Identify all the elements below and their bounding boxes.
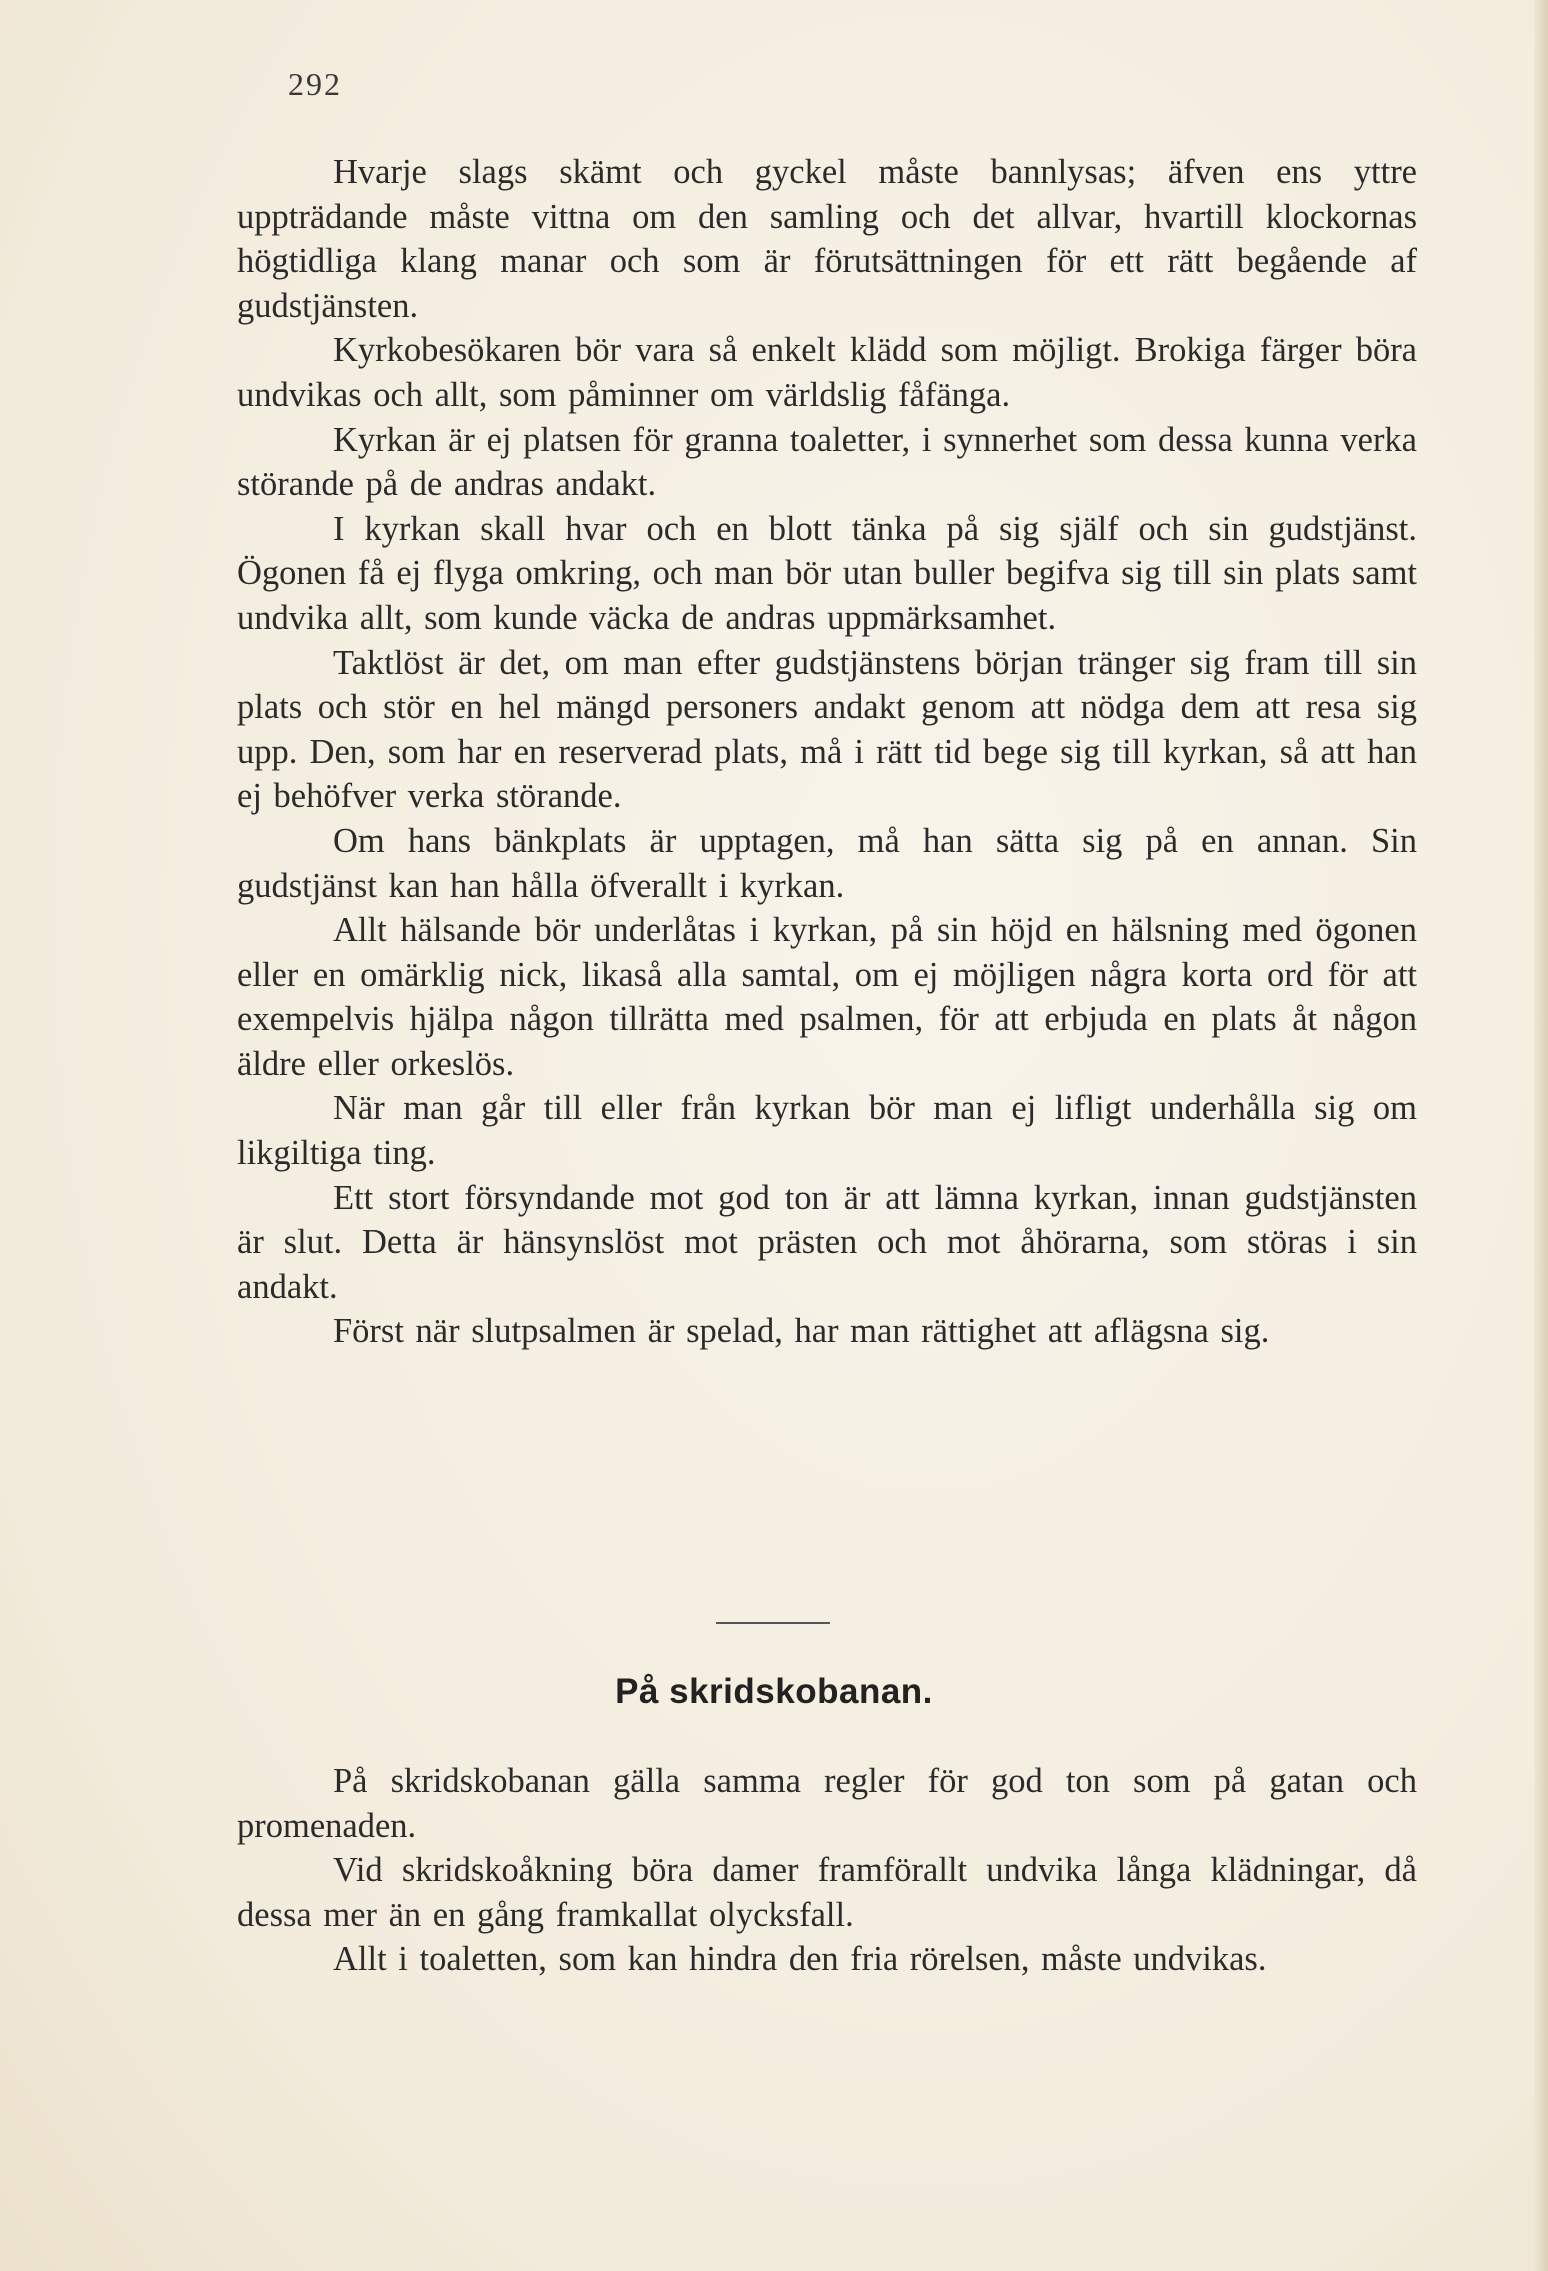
paragraph: När man går till eller från kyrkan bör man ej lifligt underhålla sig om likgiltiga ting. bbox=[237, 1089, 1417, 1173]
paragraph: Ett stort försyndande mot god ton är att lämna kyrkan, innan gudstjänsten är slut. Detta är hänsynslöst mot prästen och mot åhörarna, som störas i sin andakt. bbox=[237, 1178, 1417, 1306]
section-heading: På skridskobanan. bbox=[615, 1672, 933, 1711]
paragraph: Allt hälsande bör underlåtas i kyrkan, på sin höjd en hälsning med ögonen eller en omärklig nick, likaså alla samtal, om ej möjligen några korta ord för att exempelvis hjälpa någon tillrätta med psalmen, för att erbjuda en plats åt någon äldre eller orkeslös. bbox=[237, 911, 1417, 1083]
paragraph: På skridskobanan gälla samma regler för god ton som på gatan och promenaden. bbox=[237, 1762, 1417, 1845]
paragraph: Kyrkobesökaren bör vara så enkelt klädd som möjligt. Brokiga färger böra undvikas och allt, som påminner om världslig fåfänga. bbox=[237, 331, 1417, 414]
paragraph: Kyrkan är ej platsen för granna toaletter, i synnerhet som dessa kunna verka störande på de andras andakt. bbox=[237, 420, 1417, 504]
section-text bbox=[237, 1759, 1417, 1982]
section-separator bbox=[716, 1622, 830, 1624]
paragraph: Taktlöst är det, om man efter gudstjänstens början tränger sig fram till sin plats och stör en hel mängd personers andakt genom att nödga dem att resa sig upp. Den, som har en reserverad plats, må i rätt tid bege sig till kyrkan, så att han ej behöfver verka störande. bbox=[237, 643, 1417, 816]
paragraph: Allt i toaletten, som kan hindra den fria rörelsen, måste undvikas. bbox=[333, 1940, 1267, 1979]
body-text bbox=[237, 150, 1417, 1354]
paragraph: Först när slutpsalmen är spelad, har man rättighet att aflägsna sig. bbox=[333, 1312, 1270, 1351]
page-number: 292 bbox=[288, 66, 342, 102]
paragraph: Hvarje slags skämt och gyckel måste bannlysas; äfven ens yttre uppträdande måste vittna om den samling och det allvar, hvartill klockornas högtidliga klang manar och som är förutsättningen för ett rätt begående af gudstjänsten. bbox=[237, 153, 1417, 325]
page-edge bbox=[1534, 0, 1548, 2271]
paragraph: Vid skridskoåkning böra damer framförallt undvika långa klädningar, då dessa mer än en gång framkallat olycksfall. bbox=[237, 1851, 1417, 1934]
paragraph: I kyrkan skall hvar och en blott tänka på sig själf och sin gudstjänst. Ögonen få ej flyga omkring, och man bör utan buller begifva sig till sin plats samt undvika allt, som kunde väcka de andras uppmärksamhet. bbox=[237, 509, 1417, 637]
paragraph: Om hans bänkplats är upptagen, må han sätta sig på en annan. Sin gudstjänst kan han hålla öfverallt i kyrkan. bbox=[237, 821, 1417, 905]
